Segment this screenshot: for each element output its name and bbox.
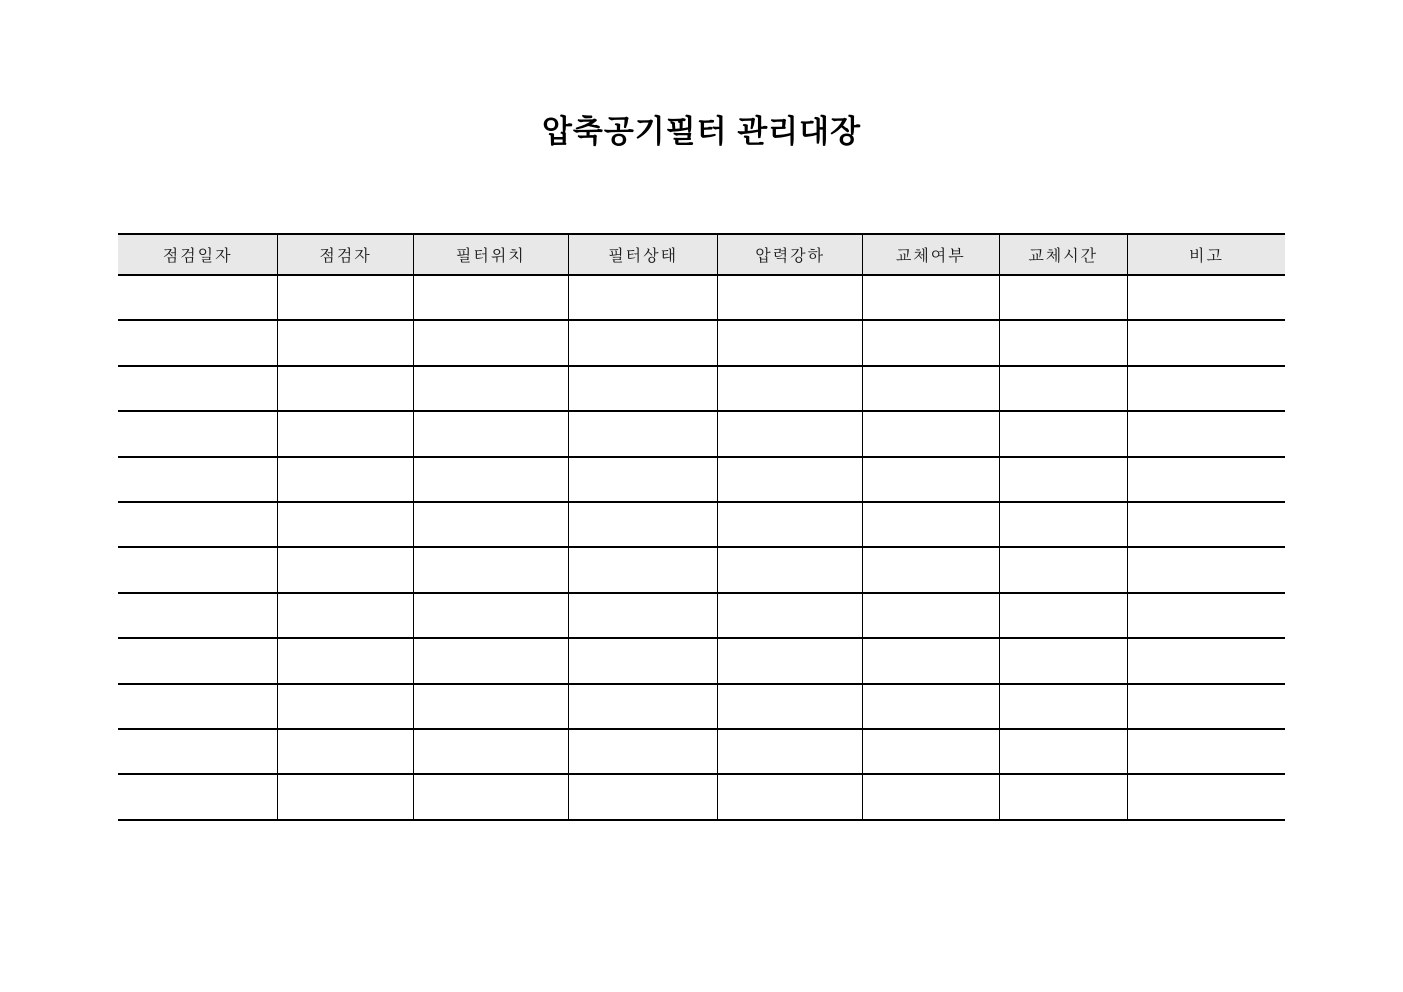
table-cell <box>118 638 278 683</box>
table-row <box>118 275 1285 320</box>
table-cell <box>413 457 568 502</box>
table-cell <box>118 729 278 774</box>
column-header-remarks: 비고 <box>1127 234 1285 275</box>
table-cell <box>1127 411 1285 456</box>
table-row <box>118 593 1285 638</box>
table-row <box>118 638 1285 683</box>
table-cell <box>568 638 717 683</box>
column-header-filter-status: 필터상태 <box>568 234 717 275</box>
table-cell <box>278 774 413 819</box>
table-cell <box>118 593 278 638</box>
table-cell <box>413 411 568 456</box>
table-cell <box>278 320 413 365</box>
table-cell <box>413 320 568 365</box>
table-cell <box>413 593 568 638</box>
table-cell <box>118 502 278 547</box>
table-cell <box>413 366 568 411</box>
table-cell <box>568 275 717 320</box>
table-cell <box>718 593 863 638</box>
table-cell <box>863 729 1000 774</box>
table-row <box>118 502 1285 547</box>
table-cell <box>568 593 717 638</box>
table-cell <box>568 729 717 774</box>
table-cell <box>278 275 413 320</box>
table-cell <box>1127 457 1285 502</box>
table-cell <box>568 502 717 547</box>
table-cell <box>568 320 717 365</box>
column-header-inspection-date: 점검일자 <box>118 234 278 275</box>
table-row <box>118 729 1285 774</box>
table-cell <box>413 729 568 774</box>
table-cell <box>1127 275 1285 320</box>
table-cell <box>718 457 863 502</box>
table-cell <box>118 684 278 729</box>
table-cell <box>999 638 1127 683</box>
column-header-inspector: 점검자 <box>278 234 413 275</box>
table-cell <box>863 275 1000 320</box>
table-row <box>118 547 1285 592</box>
table-cell <box>718 684 863 729</box>
table-cell <box>863 366 1000 411</box>
table-cell <box>718 729 863 774</box>
table-cell <box>999 411 1127 456</box>
table-body <box>118 275 1285 820</box>
table-cell <box>718 411 863 456</box>
table-cell <box>1127 593 1285 638</box>
table-cell <box>718 275 863 320</box>
table-cell <box>1127 502 1285 547</box>
table-cell <box>568 547 717 592</box>
table-cell <box>1127 684 1285 729</box>
table-cell <box>863 320 1000 365</box>
table-cell <box>863 684 1000 729</box>
table-cell <box>118 411 278 456</box>
table-cell <box>999 320 1127 365</box>
table-cell <box>1127 366 1285 411</box>
table-cell <box>863 593 1000 638</box>
table-cell <box>413 502 568 547</box>
table-cell <box>568 411 717 456</box>
table-cell <box>1127 729 1285 774</box>
table-cell <box>999 729 1127 774</box>
table-row <box>118 411 1285 456</box>
table-cell <box>413 638 568 683</box>
table-row <box>118 457 1285 502</box>
table-cell <box>1127 320 1285 365</box>
table-cell <box>999 366 1127 411</box>
table-cell <box>278 593 413 638</box>
table-cell <box>413 774 568 819</box>
table-cell <box>999 774 1127 819</box>
table-cell <box>718 320 863 365</box>
table-cell <box>118 774 278 819</box>
document-title: 압축공기필터 관리대장 <box>541 114 862 149</box>
table-row <box>118 320 1285 365</box>
table-cell <box>718 638 863 683</box>
column-header-pressure-drop: 압력강하 <box>718 234 863 275</box>
table-cell <box>278 411 413 456</box>
table-cell <box>863 457 1000 502</box>
table-cell <box>718 366 863 411</box>
table-cell <box>278 729 413 774</box>
table-cell <box>1127 638 1285 683</box>
table-cell <box>118 275 278 320</box>
table-cell <box>413 547 568 592</box>
table-cell <box>718 774 863 819</box>
table-cell <box>568 684 717 729</box>
table-cell <box>718 547 863 592</box>
table-cell <box>863 638 1000 683</box>
table-cell <box>999 547 1127 592</box>
column-header-replacement-time: 교체시간 <box>999 234 1127 275</box>
table-cell <box>118 457 278 502</box>
table-cell <box>718 502 863 547</box>
table-cell <box>1127 547 1285 592</box>
table-cell <box>278 684 413 729</box>
column-header-filter-location: 필터위치 <box>413 234 568 275</box>
table-cell <box>118 320 278 365</box>
table-row <box>118 366 1285 411</box>
column-header-replacement-status: 교체여부 <box>863 234 1000 275</box>
header-row <box>118 234 1285 275</box>
table-cell <box>568 366 717 411</box>
table-cell <box>863 502 1000 547</box>
table-cell <box>999 457 1127 502</box>
table-cell <box>568 457 717 502</box>
table-cell <box>863 547 1000 592</box>
table-cell <box>278 366 413 411</box>
table-cell <box>999 275 1127 320</box>
table-cell <box>413 684 568 729</box>
management-log-table <box>118 233 1285 821</box>
table-cell <box>999 684 1127 729</box>
table-cell <box>999 593 1127 638</box>
table-cell <box>1127 774 1285 819</box>
table-cell <box>413 275 568 320</box>
table-cell <box>863 411 1000 456</box>
table-cell <box>118 547 278 592</box>
table-cell <box>999 502 1127 547</box>
table-cell <box>278 502 413 547</box>
table-cell <box>118 366 278 411</box>
table-cell <box>278 547 413 592</box>
table-cell <box>278 638 413 683</box>
table-cell <box>863 774 1000 819</box>
table-cell <box>568 774 717 819</box>
table-row <box>118 684 1285 729</box>
table-row <box>118 774 1285 819</box>
table-cell <box>278 457 413 502</box>
